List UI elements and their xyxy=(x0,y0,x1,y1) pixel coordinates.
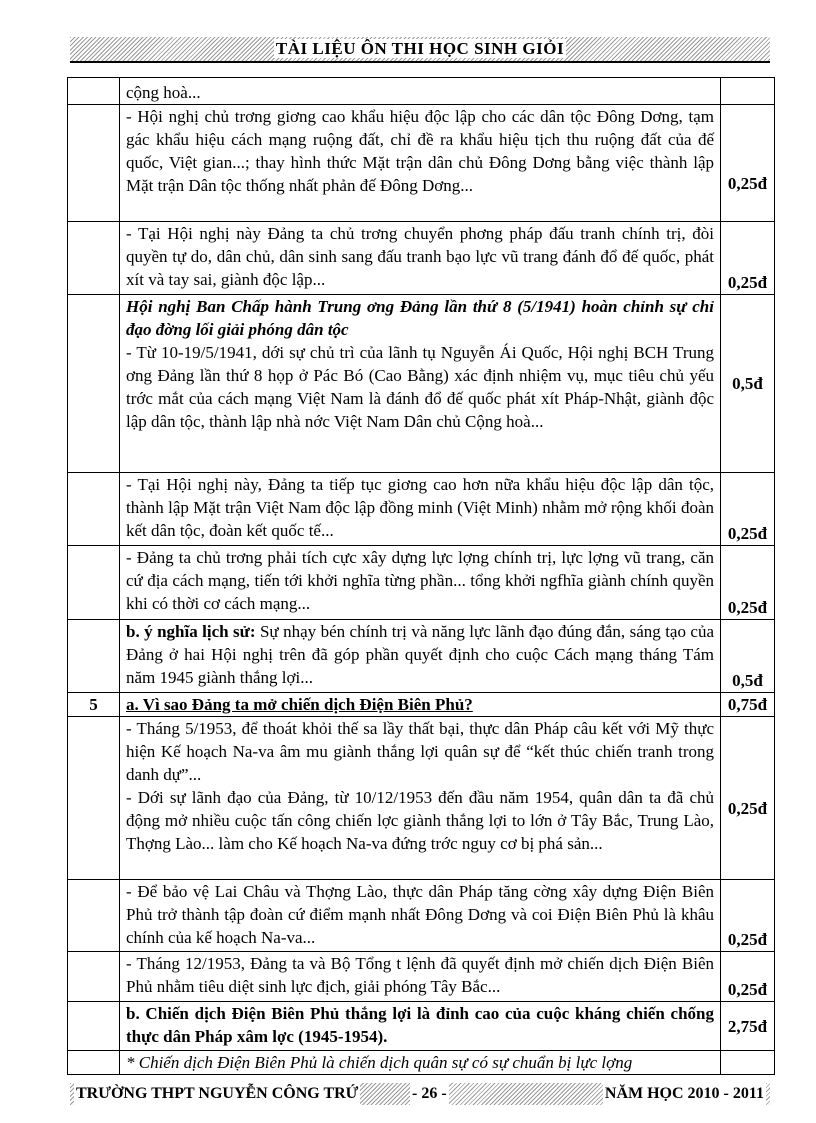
score-cell: 0,25đ xyxy=(721,473,775,546)
number-cell xyxy=(68,1051,120,1075)
subsection-label: b. ý nghĩa lịch sử: xyxy=(126,622,256,641)
table-row xyxy=(68,105,775,222)
score-cell: 0,25đ xyxy=(721,952,775,1002)
content-cell: - Đảng ta chủ trơng phải tích cực xây dựng lực lợng chính trị, lực lợng vũ trang, căn cứ địa cách mạng, tiến tới khởi nghĩa từng phần... tổng khởi ngfhĩa giành chính quyền khi có thời cơ cách mạng... xyxy=(120,546,721,620)
page-footer xyxy=(70,1083,770,1105)
content-cell: - Tháng 12/1953, Đảng ta và Bộ Tổng t lệnh đã quyết định mở chiến dịch Điện Biên Phủ nhằm tiêu diệt sinh lực địch, giải phóng Tây Bắc... xyxy=(120,952,721,1002)
table-row xyxy=(68,473,775,546)
table-row xyxy=(68,222,775,295)
number-cell xyxy=(68,880,120,952)
content-cell xyxy=(120,295,721,473)
question-number: 5 xyxy=(68,693,120,717)
content-cell xyxy=(120,717,721,880)
table-row xyxy=(68,78,775,105)
table-row xyxy=(68,546,775,620)
number-cell xyxy=(68,546,120,620)
content-cell: - Để bảo vệ Lai Châu và Thợng Lào, thực dân Pháp tăng cờng xây dựng Điện Biên Phủ trở thành tập đoàn cứ điểm mạnh nhất Đông Dơng và coi Điện Biên Phủ là khâu chính của kế hoạch Na-va... xyxy=(120,880,721,952)
score-cell: 0,25đ xyxy=(721,880,775,952)
table-row xyxy=(68,1002,775,1051)
header-title: TÀI LIỆU ÔN THI HỌC SINH GIỎI xyxy=(275,39,565,58)
paragraph: - Dới sự lãnh đạo của Đảng, từ 10/12/1953 đến đầu năm 1954, quân dân ta đã chủ động mở nhiều cuộc tấn công chiến lợc giành thắng lợi to lớn ở Tây Bắc, Trung Lào, Thợng Lào... làm cho Kế hoạch Na-va đứng trớc nguy cơ bị phá sản... xyxy=(126,788,714,853)
score-cell: 0,75đ xyxy=(721,693,775,717)
score-cell xyxy=(721,1051,775,1075)
content-cell: - Hội nghị chủ trơng giơng cao khẩu hiệu độc lập cho các dân tộc Đông Dơng, tạm gác khẩu hiệu cách mạng ruộng đất, chỉ đề ra khẩu hiệu tịch thu ruộng đất của đế quốc, Việt gian...; thay hình thức Mặt trận dân chủ Đông Dơng bằng việc thành lập Mặt trận Dân tộc thống nhất phản đế Đông Dơng... xyxy=(120,105,721,222)
content-cell: a. Vì sao Đảng ta mở chiến dịch Điện Biên Phủ? xyxy=(120,693,721,717)
number-cell xyxy=(68,717,120,880)
paragraph: Sự nhạy bén chính trị và năng lực lãnh đạo đúng đắn, sáng tạo của Đảng ở hai Hội nghị trên đã góp phần quyết định cho cuộc Cách mạng tháng Tám năm 1945 giành thắng lợi... xyxy=(126,622,714,687)
table-row xyxy=(68,952,775,1002)
content-cell: * Chiến dịch Điện Biên Phủ là chiến dịch quân sự có sự chuẩn bị lực lợng xyxy=(120,1051,721,1075)
score-cell: 0,25đ xyxy=(721,105,775,222)
content-cell: b. Chiến dịch Điện Biên Phủ thắng lợi là đỉnh cao của cuộc kháng chiến chống thực dân Pháp xâm lợc (1945-1954). xyxy=(120,1002,721,1051)
content-cell: - Tại Hội nghị này Đảng ta chủ trơng chuyển phơng pháp đấu tranh chính trị, đòi quyền tự do, dân chủ, dân sinh sang đấu tranh bạo lực vũ trang đánh đổ đế quốc, phát xít và tay sai, giành độc lập... xyxy=(120,222,721,295)
score-cell: 2,75đ xyxy=(721,1002,775,1051)
number-cell xyxy=(68,473,120,546)
footer-page-number: - 26 - xyxy=(410,1083,449,1105)
content-cell: - Tại Hội nghị này, Đảng ta tiếp tục giơng cao hơn nữa khẩu hiệu độc lập dân tộc, thành lập Mặt trận Việt Nam độc lập đồng minh (Việt Minh) nhằm mở rộng khối đoàn kết dân tộc, đoàn kết quốc tế... xyxy=(120,473,721,546)
number-cell xyxy=(68,78,120,105)
score-cell: 0,25đ xyxy=(721,546,775,620)
content-cell: cộng hoà... xyxy=(120,78,721,105)
table-row xyxy=(68,880,775,952)
number-cell xyxy=(68,222,120,295)
number-cell xyxy=(68,620,120,693)
page-header xyxy=(70,37,770,63)
number-cell xyxy=(68,1002,120,1051)
paragraph: - Từ 10-19/5/1941, dới sự chủ trì của lãnh tụ Nguyễn Ái Quốc, Hội nghị BCH Trung ơng Đảng lần thứ 8 họp ở Pác Bó (Cao Bằng) xác định nhiệm vụ, mục tiêu chủ yếu trớc mắt của cách mạng Việt Nam là đánh đổ đế quốc phát xít Pháp-Nhật, giành độc lập dân tộc, thành lập nhà nớc Việt Nam Dân chủ Cộng hoà... xyxy=(126,343,714,431)
table-row xyxy=(68,693,775,717)
table-row xyxy=(68,295,775,473)
number-cell xyxy=(68,952,120,1002)
table-row xyxy=(68,717,775,880)
score-cell: 0,25đ xyxy=(721,717,775,880)
footer-school: TRƯỜNG THPT NGUYỄN CÔNG TRỨ xyxy=(74,1083,360,1105)
table-row xyxy=(68,1051,775,1075)
score-cell: 0,25đ xyxy=(721,222,775,295)
score-cell: 0,5đ xyxy=(721,295,775,473)
paragraph: - Tháng 5/1953, để thoát khỏi thế sa lầy thất bại, thực dân Pháp câu kết với Mỹ thực hiện Kế hoạch Na-va âm mu giành thắng lợi quân sự để “kết thúc chiến tranh trong danh dự”... xyxy=(126,719,714,784)
number-cell xyxy=(68,105,120,222)
score-cell: 0,5đ xyxy=(721,620,775,693)
section-heading: Hội nghị Ban Chấp hành Trung ơng Đảng lần thứ 8 (5/1941) hoàn chỉnh sự chỉ đạo đờng lối giải phóng dân tộc xyxy=(126,297,714,339)
number-cell xyxy=(68,295,120,473)
table-row xyxy=(68,620,775,693)
footer-school-year: NĂM HỌC 2010 - 2011 xyxy=(603,1083,766,1105)
answer-table xyxy=(67,77,775,1075)
score-cell xyxy=(721,78,775,105)
content-cell xyxy=(120,620,721,693)
